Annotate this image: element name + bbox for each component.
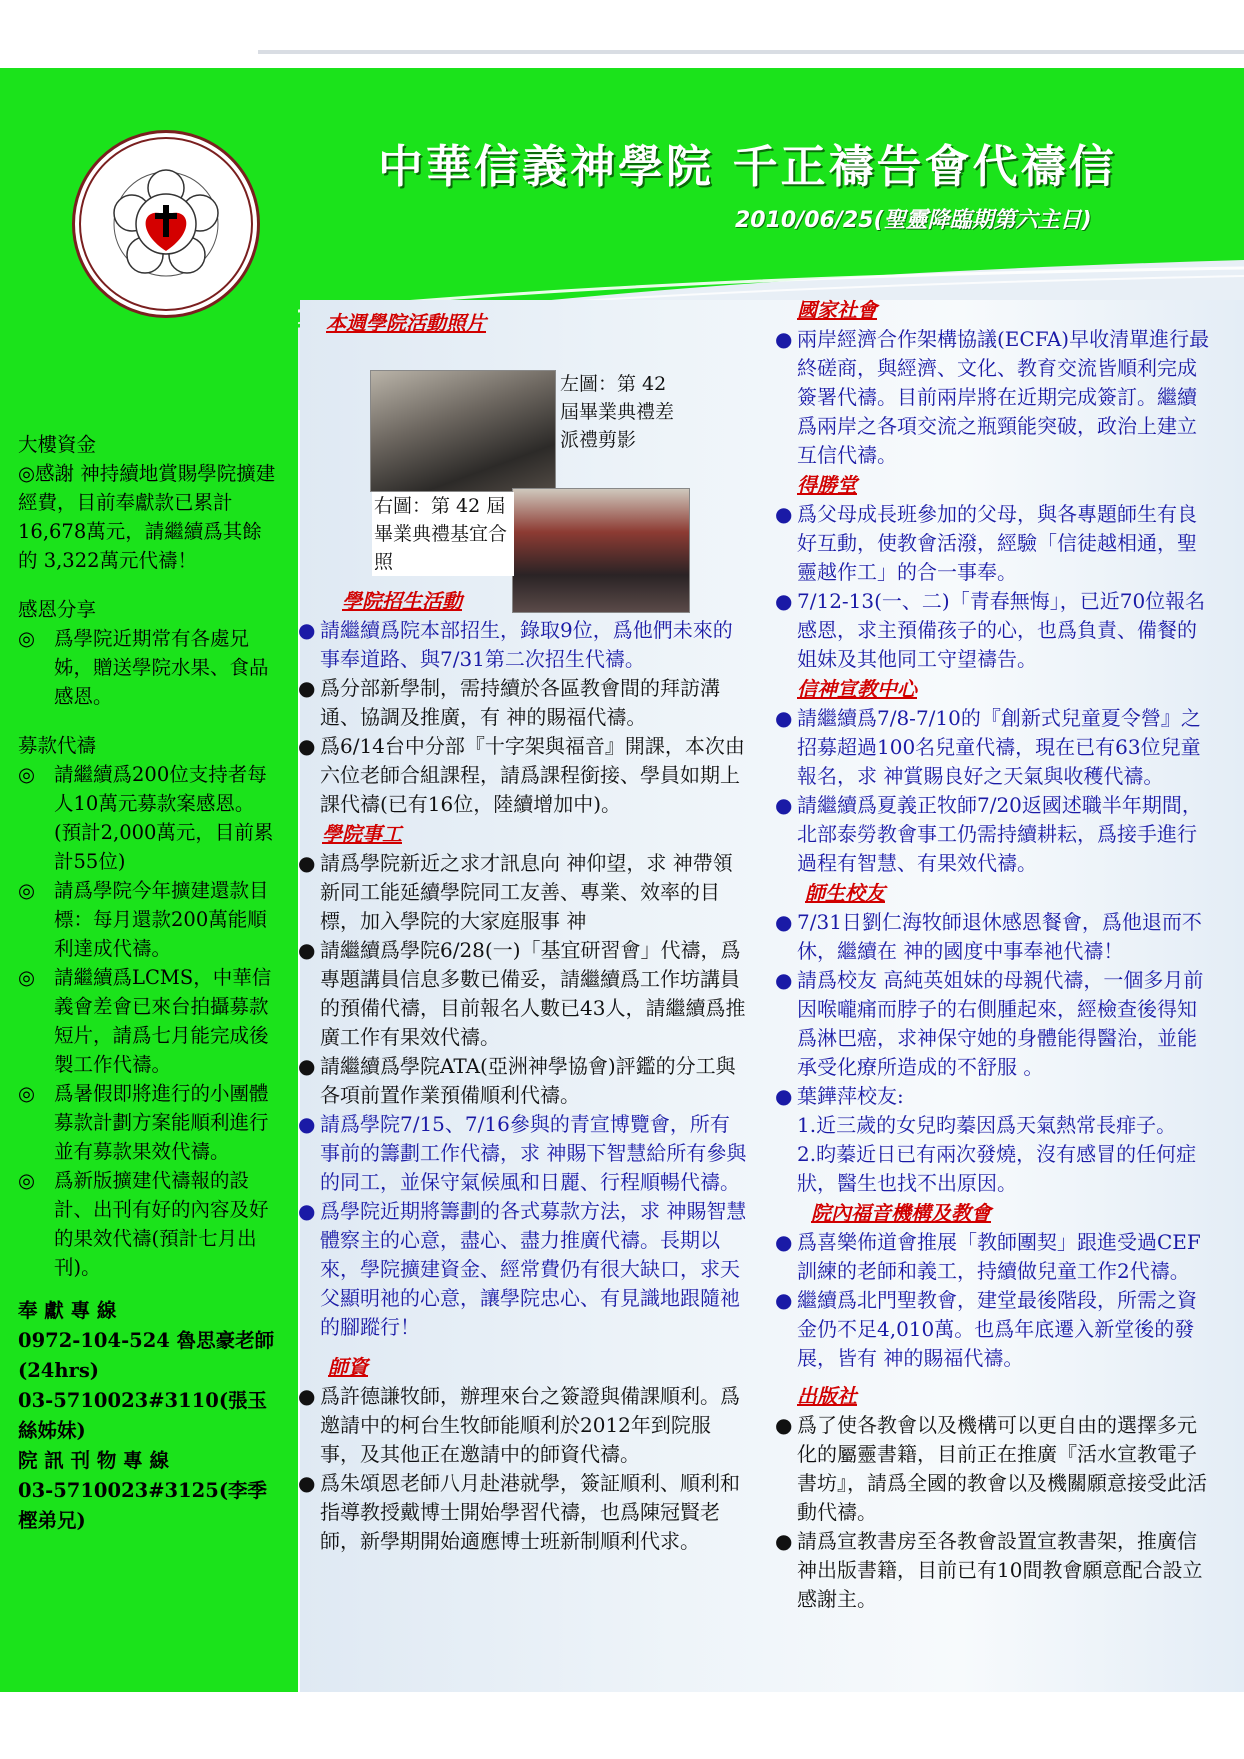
alumni-title: 師生校友 xyxy=(805,881,885,905)
mission-title: 信神宣教中心 xyxy=(797,677,917,701)
list-item xyxy=(775,908,1213,966)
fund-item: ◎ 請爲學院今年擴建還款目標：每月還款200萬能順利達成代禱。 xyxy=(18,879,269,960)
list-item-text: 請爲宣教書房至各教會設置宣教書架，推廣信神出版書籍，目前已有10間教會願意配合設立感謝主。 xyxy=(797,1529,1203,1611)
luther-rose-icon xyxy=(75,133,257,315)
issue-date: 2010/06/25(聖靈降臨期第六主日) xyxy=(735,208,1092,233)
list-item xyxy=(775,966,1213,1082)
alumni-sub-1: 1.近三歲的女兒昀蓁因爲天氣熱常長痱子。 xyxy=(797,1113,1177,1137)
fund-item: ◎ 爲暑假即將進行的小團體募款計劃方案能順利進行並有募款果效代禱。 xyxy=(18,1082,269,1163)
list-item xyxy=(775,500,1213,587)
list-item-text: 爲了使各教會以及機構可以更自由的選擇多元化的屬靈書籍，目前正在推廣『活水宣教電子書坊』，請爲全國的教會以及機關願意接受此活動代禱。 xyxy=(797,1413,1207,1524)
mission-list xyxy=(775,704,1213,878)
nation-list xyxy=(775,325,1213,470)
list-item-text: 請爲學院新近之求才訊息向 神仰望，求 神帶領新同工能延續學院同工友善、專業、效率的目標，加入學院的大家庭服事 神 xyxy=(320,851,733,933)
caption-right: 右圖：第 42 屆畢業典禮基宜合照 xyxy=(372,492,514,576)
fund-title: 募款代禱 xyxy=(18,734,97,757)
list-item-text: 爲朱頌恩老師八月赴港就學，簽証順利、順利和指導教授戴博士開始學習代禱，也爲陳冠賢老師，新學期開始適應博士班新制順利代求。 xyxy=(320,1471,740,1553)
thanks-title: 感恩分享 xyxy=(18,598,97,621)
list-item-text: 繼續爲北門聖教會，建堂最後階段，所需之資金仍不足4,010萬。也爲年底遷入新堂後的發展，皆有 神的賜福代禱。 xyxy=(797,1288,1197,1370)
nation-title: 國家社會 xyxy=(797,298,877,322)
bullet-icon: ● xyxy=(298,851,316,875)
list-item xyxy=(775,325,1213,470)
page-title: 中華信義神學院 千正禱告會代禱信 xyxy=(378,140,1117,193)
desheng-list xyxy=(775,500,1213,674)
bullet-icon: ● xyxy=(775,968,793,992)
list-item xyxy=(298,849,748,936)
photo-block xyxy=(298,338,748,616)
graduation-photo-right xyxy=(512,488,690,613)
thanks-item: ◎ 爲學院近期常有各處兄姊，贈送學院水果、食品感恩。 xyxy=(18,627,269,708)
bullet-icon: ● xyxy=(298,676,316,700)
list-item-text: 爲許德謙牧師，辦理來台之簽證與備課順利。爲邀請中的柯台生牧師能順利於2012年到院服事，及其他正在邀請中的師資代禱。 xyxy=(320,1384,740,1466)
bullet-icon: ● xyxy=(775,706,793,730)
alumni-sub-2: 2.昀蓁近日已有兩次發燒，沒有感冒的任何症狀，醫生也找不出原因。 xyxy=(797,1142,1197,1195)
sidebar-content xyxy=(18,430,280,1536)
list-item xyxy=(775,791,1213,878)
bullet-icon: ● xyxy=(298,1199,316,1223)
list-item-text: 請繼續爲院本部招生，錄取9位，爲他們未來的事奉道路、與7/31第二次招生代禱。 xyxy=(320,618,733,671)
list-item-text: 爲父母成長班參加的父母，與各專題師生有良好互動，使教會活潑，經驗「信徒越相通，聖靈越作工」的合一事奉。 xyxy=(797,502,1197,584)
list-item-text: 請爲學院7/15、7/16參與的青宣博覽會，所有事前的籌劃工作代禱，求 神賜下智慧給所有參與的同工，並保守氣候風和日麗、行程順暢代禱。 xyxy=(320,1112,747,1194)
list-item-text: 爲喜樂佈道會推展「教師團契」跟進受過CEF訓練的老師和義工，持續做兒童工作2代禱。 xyxy=(797,1230,1201,1283)
news-line: 03-5710023#3125(李季樫弟兄) xyxy=(18,1479,268,1532)
building-fund-title: 大樓資金 xyxy=(18,433,97,456)
bullet-icon: ● xyxy=(298,1384,316,1408)
right-column xyxy=(775,295,1213,1614)
list-item xyxy=(298,1197,748,1342)
list-item xyxy=(775,1082,1213,1111)
list-item xyxy=(298,1469,748,1556)
bullet-icon: ● xyxy=(775,1288,793,1312)
bullet-icon: ● xyxy=(775,502,793,526)
recruit-list xyxy=(298,616,748,819)
hotline-1: 0972-104-524 魯思豪老師(24hrs) xyxy=(18,1329,275,1382)
bullet-icon: ● xyxy=(298,1112,316,1136)
list-item-text: 葉鏵萍校友: xyxy=(797,1084,904,1108)
fund-item: ◎ 請繼續爲200位支持者每人10萬元募款案感恩。(預計2,000萬元，目前累計55位) xyxy=(18,763,274,873)
seminary-logo xyxy=(72,130,260,318)
bullet-icon: ● xyxy=(298,1054,316,1078)
hotline-block xyxy=(18,1296,280,1536)
bullet-icon: ● xyxy=(775,1230,793,1254)
list-item xyxy=(775,587,1213,674)
bullet-icon: ● xyxy=(775,327,793,351)
desheng-title: 得勝堂 xyxy=(797,473,857,497)
staff-title: 學院事工 xyxy=(322,822,402,846)
fund-item: ◎ 請繼續爲LCMS，中華信義會差會已來台拍攝募款短片，請爲七月能完成後製工作代禱。 xyxy=(18,966,272,1076)
staff-list xyxy=(298,849,748,1342)
fund-item: ◎ 爲新版擴建代禱報的設計、出刊有好的內容及好的果效代禱(預計七月出刊)。 xyxy=(18,1169,269,1279)
list-item-text: 爲6/14台中分部『十字架與福音』開課，本次由六位老師合組課程，請爲課程銜接、學員如期上課代禱(已有16位，陸續增加中)。 xyxy=(320,734,745,816)
bullet-icon: ● xyxy=(298,734,316,758)
gospel-list xyxy=(775,1228,1213,1373)
bullet-icon: ● xyxy=(298,938,316,962)
gospel-title: 院內福音機構及教會 xyxy=(811,1201,991,1225)
top-rule xyxy=(258,50,1244,54)
list-item xyxy=(775,1527,1213,1614)
list-item-text: 7/31日劉仁海牧師退休感恩餐會，爲他退而不休，繼續在 神的國度中事奉祂代禱！ xyxy=(797,910,1202,963)
press-title: 出版社 xyxy=(797,1384,857,1408)
list-item-text: 請繼續爲學院ATA(亞洲神學協會)評鑑的分工與各項前置作業預備順利代禱。 xyxy=(320,1054,736,1107)
list-item xyxy=(775,1286,1213,1373)
list-item xyxy=(775,1411,1213,1527)
list-item-text: 請爲校友 高純英姐妹的母親代禱，一個多月前因喉嚨痛而脖子的右側腫起來，經檢查後得知爲淋巴癌，求神保守她的身體能得醫治，並能承受化療所造成的不舒服 。 xyxy=(797,968,1204,1079)
list-item-text: 請繼續爲學院6/28(一)「基宜研習會」代禱，爲專題講員信息多數已備妥，請繼續爲工作坊講員的預備代禱，目前報名人數已43人，請繼續爲推廣工作有果效代禱。 xyxy=(320,938,746,1049)
bullet-icon: ● xyxy=(298,1471,316,1495)
bullet-icon: ● xyxy=(775,1084,793,1108)
list-item-text: 爲分部新學制，需持續於各區教會間的拜訪溝通、協調及推廣，有 神的賜福代禱。 xyxy=(320,676,720,729)
hotline-title: 奉 獻 專 線 xyxy=(18,1299,117,1322)
list-item-text: 請繼續爲夏義正牧師7/20返國述職半年期間，北部泰勞教會事工仍需持續耕耘，爲接手進行過程有智慧、有果效代禱。 xyxy=(797,793,1202,875)
list-item xyxy=(298,1382,748,1469)
list-item xyxy=(298,1110,748,1197)
graduation-photo-left xyxy=(370,370,556,492)
list-item xyxy=(298,674,748,732)
faculty-title: 師資 xyxy=(328,1355,368,1379)
list-item xyxy=(775,704,1213,791)
press-list xyxy=(775,1411,1213,1614)
list-item-text: 爲學院近期將籌劃的各式募款方法，求 神賜智慧體察主的心意，盡心、盡力推廣代禱。長期以來，學院擴建資金、經常費仍有很大缺口，求天父顯明祂的心意，讓學院忠心、有見識地跟隨祂的腳蹤行！ xyxy=(320,1199,747,1339)
list-item-text: 請繼續爲7/8-7/10的『創新式兒童夏令營』之招募超過100名兒童代禱，現在已有63位兒童報名，求 神賞賜良好之天氣與收穫代禱。 xyxy=(797,706,1201,788)
news-title: 院 訊 刊 物 專 線 xyxy=(18,1449,169,1472)
photos-title: 本週學院活動照片 xyxy=(326,311,486,335)
middle-column xyxy=(298,308,748,1556)
bullet-icon: ● xyxy=(775,589,793,613)
list-item-text: 兩岸經濟合作架構協議(ECFA)早收清單進行最終磋商，與經濟、文化、教育交流皆順利完成簽署代禱。目前兩岸將在近期完成簽訂。繼續爲兩岸之各項交流之瓶頸能突破，政治上建立互信代禱。 xyxy=(797,327,1210,467)
list-item xyxy=(775,1228,1213,1286)
caption-left: 左圖：第 42 屆畢業典禮差派禮剪影 xyxy=(560,373,675,451)
bullet-icon: ● xyxy=(775,793,793,817)
list-item xyxy=(298,732,748,819)
building-fund-text: ◎感謝 神持續地賞賜學院擴建經費，目前奉獻款已累計16,678萬元，請繼續爲其餘的 3,322萬元代禱！ xyxy=(18,462,276,572)
bullet-icon: ● xyxy=(775,910,793,934)
list-item xyxy=(298,936,748,1052)
recruit-title: 學院招生活動 xyxy=(342,589,462,613)
faculty-list xyxy=(298,1382,748,1556)
hotline-2: 03-5710023#3110(張玉絲姊妹) xyxy=(18,1389,268,1442)
list-item xyxy=(298,1052,748,1110)
bullet-icon: ● xyxy=(775,1413,793,1437)
alumni-list xyxy=(775,908,1213,1111)
bullet-icon: ● xyxy=(775,1529,793,1553)
list-item-text: 7/12-13(一、二)「青春無悔」，已近70位報名感恩，求主預備孩子的心，也爲負責、備餐的姐妹及其他同工守望禱告。 xyxy=(797,589,1206,671)
bullet-icon: ● xyxy=(298,618,316,642)
list-item xyxy=(298,616,748,674)
